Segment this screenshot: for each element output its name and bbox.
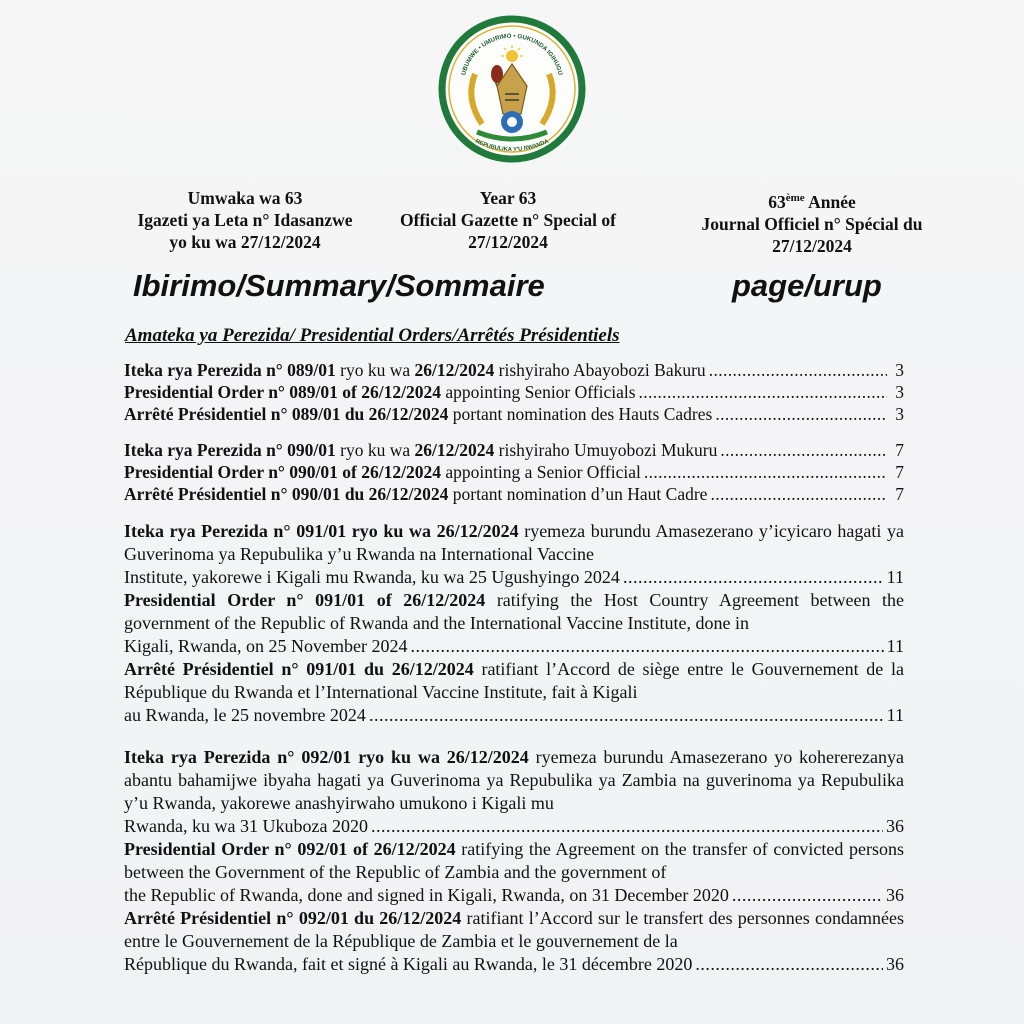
toc-entry[interactable]: Iteka rya Perezida n° 091/01 ryo ku wa 26/12/2024 ryemeza burundu Amasezerano y’icyicaro hagati ya Guverinoma ya Repubulika y’u Rwanda na International Vaccine Institute, yakorewe i Kigali mu Rwanda, ku wa 25 Ugushyingo 2024 . . . 11	[124, 520, 904, 589]
toc-block-091	[124, 520, 904, 727]
page-number: 7	[895, 440, 904, 460]
page-number: 11	[886, 705, 904, 725]
summary-title: Ibirimo/Summary/Sommaire	[133, 268, 545, 303]
header-kin-year: Umwaka wa 63	[187, 188, 303, 208]
page-number: 11	[886, 636, 904, 656]
page-number: 7	[895, 484, 904, 504]
toc-entry[interactable]: Presidential Order n° 090/01 of 26/12/2024 appointing a Senior Official . . . 7	[124, 462, 904, 484]
toc-entry[interactable]: Presidential Order n° 092/01 of 26/12/2024 ratifying the Agreement on the transfer of convicted persons between the Government of the Republic of Zambia and the government of the Republic of Rwanda, done and signed in Kigali, Rwanda, on 31 December 2020 . . . 36	[124, 838, 904, 907]
toc-group-090	[124, 440, 904, 506]
page-number: 11	[886, 567, 904, 587]
toc-entry[interactable]: Iteka rya Perezida n° 092/01 ryo ku wa 26/12/2024 ryemeza burundu Amasezerano yo kohererezanya abantu bahamijwe ibyaha hagati ya Guverinoma ya Repubulika ya Zambia na guverinoma ya Repubulika y’u Rwanda, yakorewe anashyirwaho umukono i Kigali mu Rwanda, ku wa 31 Ukuboza 2020 . . . 36	[124, 746, 904, 838]
toc-entry[interactable]: Arrêté Présidentiel n° 091/01 du 26/12/2024 ratifiant l’Accord de siège entre le Gouvernement de la République du Rwanda et l’International Vaccine Institute, fait à Kigali au Rwanda, le 25 novembre 2024 . . . 11	[124, 658, 904, 727]
rwanda-coat-of-arms-emblem	[437, 14, 587, 174]
header-kin-date: yo ku wa 27/12/2024	[169, 232, 321, 252]
emblem-motto-bottom: REPUBULIKA Y'U RWANDA	[474, 138, 550, 154]
page-number: 3	[895, 360, 904, 380]
page-column-label: page/urup	[732, 268, 882, 303]
header-en-title: Official Gazette n° Special of	[400, 210, 616, 230]
toc-entry[interactable]: Presidential Order n° 089/01 of 26/12/2024 appointing Senior Officials . . . 3	[124, 382, 904, 404]
toc-entry[interactable]: Presidential Order n° 091/01 of 26/12/2024 ratifying the Host Country Agreement between the government of the Republic of Rwanda and the International Vaccine Institute, done in Kigali, Rwanda, on 25 November 2024 . . . 11	[124, 589, 904, 658]
header-english	[358, 187, 658, 253]
toc-group-089	[124, 360, 904, 426]
toc-entry[interactable]: Arrêté Présidentiel n° 089/01 du 26/12/2024 portant nomination des Hauts Cadres . . . 3	[124, 404, 904, 426]
toc-entry[interactable]: Arrêté Présidentiel n° 092/01 du 26/12/2024 ratifiant l’Accord sur le transfert des personnes condamnées entre le Gouvernement de la République de Zambia et le gouvernement de la République du Rwanda, fait et signé à Kigali au Rwanda, le 31 décembre 2020 . . . 36	[124, 907, 904, 976]
header-fr-date: 27/12/2024	[772, 235, 852, 256]
page-number: 36	[886, 816, 904, 836]
header-kinyarwanda	[95, 187, 395, 253]
page-number: 7	[895, 462, 904, 482]
page-number: 36	[886, 954, 904, 974]
page-number: 36	[886, 885, 904, 905]
header-fr-title: Journal Officiel n° Spécial du	[701, 213, 923, 234]
toc-block-092	[124, 746, 904, 976]
page-number: 3	[895, 382, 904, 402]
page-number: 3	[895, 404, 904, 424]
header-fr-year: 63ème Année	[768, 191, 856, 212]
toc-entry[interactable]: Iteka rya Perezida n° 090/01 ryo ku wa 26/12/2024 rishyiraho Umuyobozi Mukuru . . . 7	[124, 440, 904, 462]
header-en-date: 27/12/2024	[468, 232, 548, 252]
toc-entry[interactable]: Iteka rya Perezida n° 089/01 ryo ku wa 26/12/2024 rishyiraho Abayobozi Bakuru . . . 3	[124, 360, 904, 382]
header-kin-title: Igazeti ya Leta n° Idasanzwe	[137, 210, 353, 230]
emblem-motto-top: UBUMWE • UMURIMO • GUKUNDA IGIHUGU	[460, 32, 564, 76]
section-title: Amateka ya Perezida/ Presidential Orders/Arrêtés Présidentiels	[125, 325, 620, 346]
header-en-year: Year 63	[479, 188, 537, 208]
header-french	[662, 187, 962, 257]
toc-entry[interactable]: Arrêté Présidentiel n° 090/01 du 26/12/2024 portant nomination d’un Haut Cadre . . . 7	[124, 484, 904, 506]
